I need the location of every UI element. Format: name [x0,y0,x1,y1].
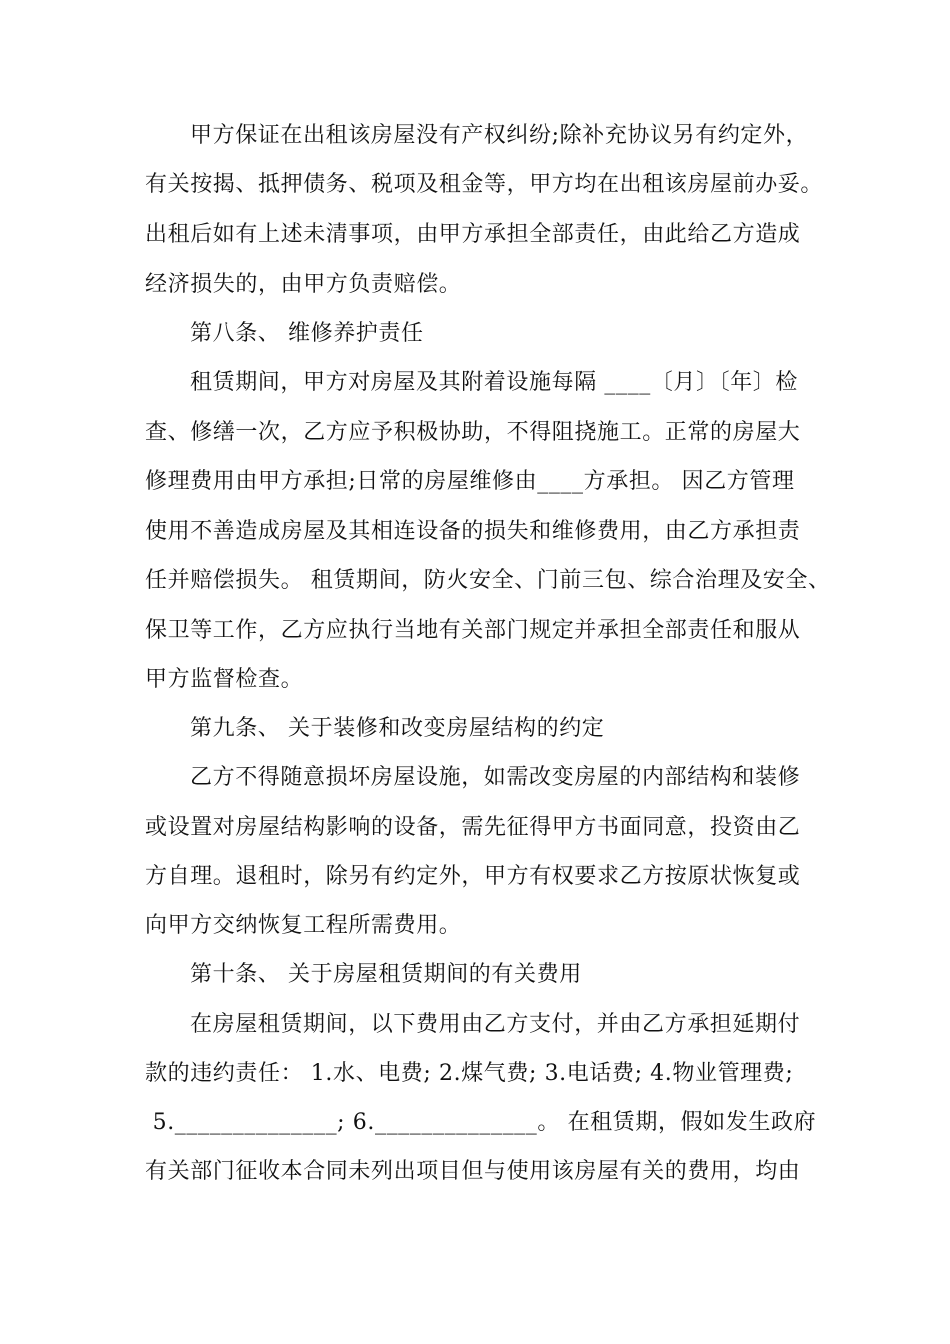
paragraph-line: 有关按揭、抵押债务、税项及租金等，甲方均在出租该房屋前办妥。 [145,172,824,197]
paragraph-line: 有关部门征收本合同未列出项目但与使用该房屋有关的费用，均由 [145,1159,801,1184]
paragraph-line: 甲方保证在出租该房屋没有产权纠纷;除补充协议另有约定外， [190,123,809,148]
paragraph-line: 向甲方交纳恢复工程所需费用。 [145,913,462,938]
paragraph-line: 甲方监督检查。 [145,667,304,692]
section-heading-10: 第十条、 关于房屋租赁期间的有关费用 [190,962,582,987]
section-heading-9: 第九条、 关于装修和改变房屋结构的约定 [190,716,605,741]
paragraph-line: 乙方不得随意损坏房屋设施，如需改变房屋的内部结构和装修 [190,765,801,790]
paragraph-line: 款的违约责任： 1.水、电费; 2.煤气费; 3.电话费; 4.物业管理费; [145,1061,794,1086]
section-heading-8: 第八条、 维修养护责任 [190,321,424,346]
paragraph-line: 出租后如有上述未清事项，由甲方承担全部责任，由此给乙方造成 [145,222,801,247]
paragraph-line: 经济损失的，由甲方负责赔偿。 [145,272,462,297]
paragraph-line: 修理费用由甲方承担;日常的房屋维修由____方承担。 因乙方管理 [145,469,795,494]
paragraph-line: 方自理。退租时，除另有约定外，甲方有权要求乙方按原状恢复或 [145,864,801,889]
paragraph-line: 使用不善造成房屋及其相连设备的损失和维修费用，由乙方承担责 [145,519,801,544]
paragraph-line: 或设置对房屋结构影响的设备，需先征得甲方书面同意，投资由乙 [145,815,801,840]
paragraph-line: 任并赔偿损失。 租赁期间，防火安全、门前三包、综合治理及安全、 [145,568,831,593]
paragraph-line: 在房屋租赁期间，以下费用由乙方支付，并由乙方承担延期付 [190,1012,801,1037]
paragraph-line: 查、修缮一次，乙方应予积极协助，不得阻挠施工。正常的房屋大 [145,420,801,445]
paragraph-line: 保卫等工作，乙方应执行当地有关部门规定并承担全部责任和服从 [145,618,801,643]
paragraph-line: 5.______________; 6.______________。 在租赁期，假如发生政府 [145,1110,817,1135]
paragraph-line: 租赁期间，甲方对房屋及其附着设施每隔 ____〔月〕〔年〕检 [190,370,798,395]
